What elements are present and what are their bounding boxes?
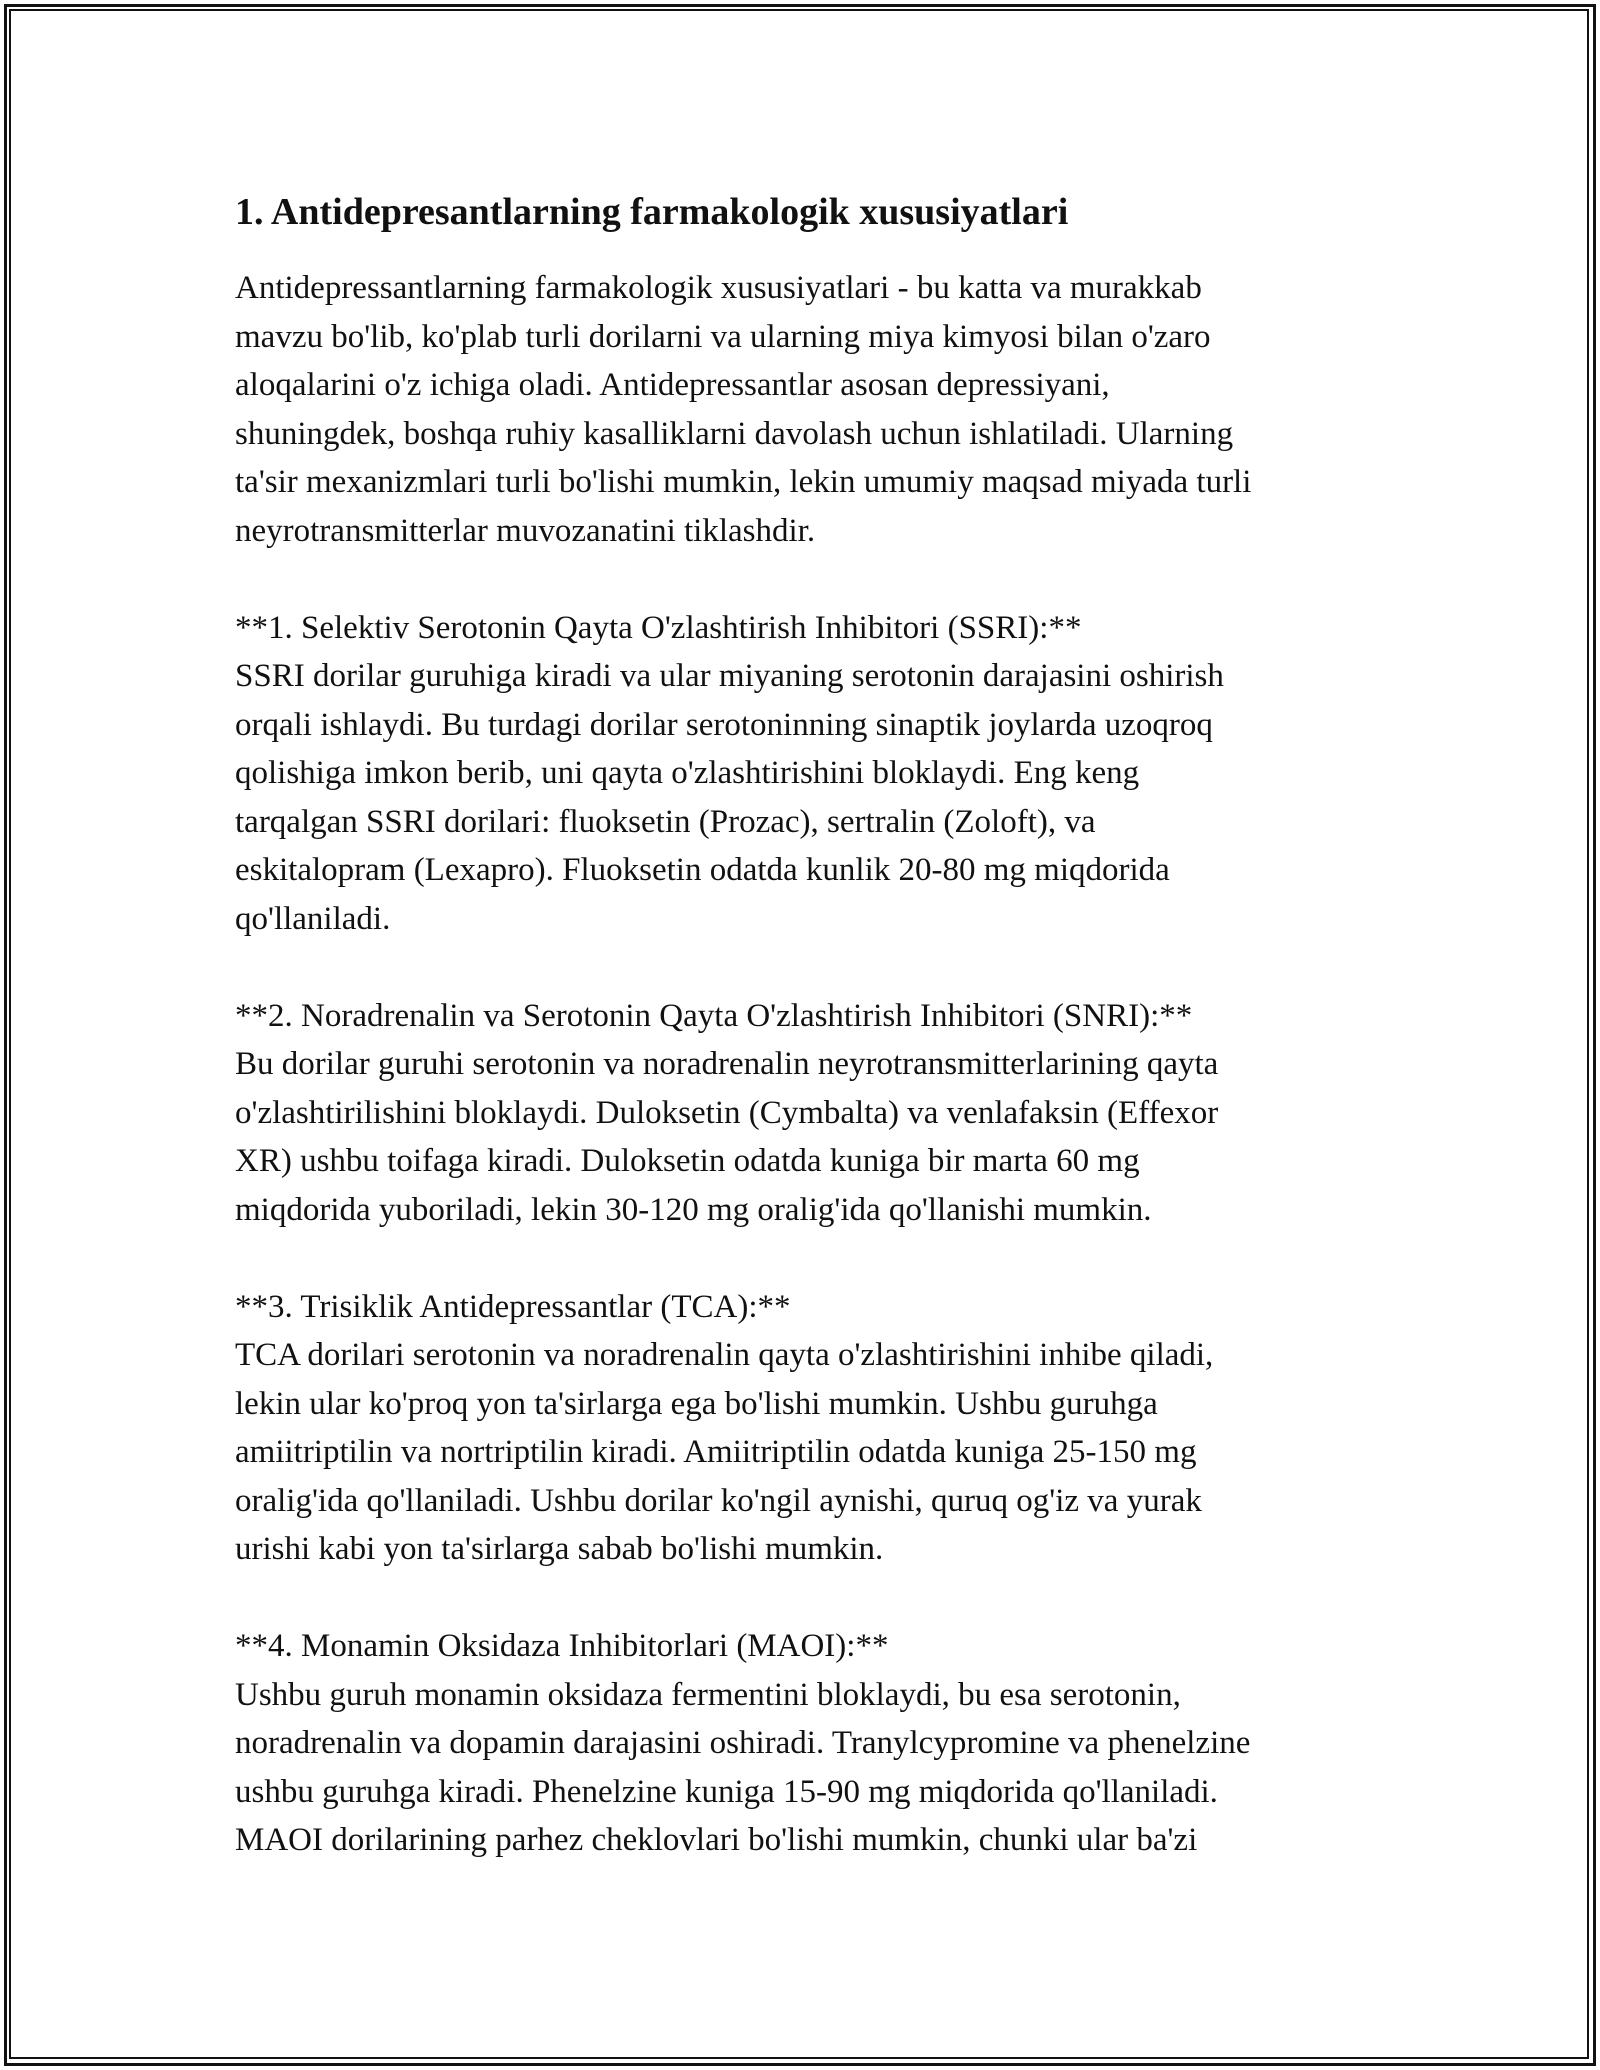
section-ssri: [235, 604, 1385, 944]
section-line: SSRI dorilar guruhiga kiradi va ular miyaning serotonin darajasini oshirish: [235, 658, 1224, 694]
section-line: urishi kabi yon ta'sirlarga sabab bo'lishi mumkin.: [235, 1531, 884, 1567]
section-line: Bu dorilar guruhi serotonin va noradrenalin neyrotransmitterlarining qayta: [235, 1046, 1219, 1082]
section-heading: **1. Selektiv Serotonin Qayta O'zlashtirish Inhibitori (SSRI):**: [235, 609, 1082, 646]
section-line: lekin ular ko'proq yon ta'sirlarga ega bo'lishi mumkin. Ushbu guruhga: [235, 1385, 1158, 1422]
section-heading: **3. Trisiklik Antidepressantlar (TCA):**: [235, 1288, 791, 1325]
section-line: orqali ishlaydi. Bu turdagi dorilar serotoninning sinaptik joylarda uzoqroq: [235, 706, 1213, 743]
section-line: qo'llaniladi.: [235, 900, 391, 937]
paragraph-spacer: [235, 1234, 1385, 1283]
section-line: amiitriptilin va nortriptilin kiradi. Amiitriptilin odatda kuniga 25-150 mg: [235, 1434, 1197, 1470]
paragraph-spacer: [235, 943, 1385, 992]
section-maoi: [235, 1622, 1385, 1865]
section-line: MAOI dorilarining parhez cheklovlari bo'lishi mumkin, chunki ular ba'zi: [235, 1822, 1198, 1858]
section-line: ushbu guruhga kiradi. Phenelzine kuniga 15-90 mg miqdorida qo'llaniladi.: [235, 1773, 1218, 1810]
intro-paragraph: [235, 264, 1385, 555]
section-line: o'zlashtirilishini bloklaydi. Duloksetin (Cymbalta) va venlafaksin (Effexor: [235, 1094, 1219, 1131]
section-line: noradrenalin va dopamin darajasini oshiradi. Tranylcypromine va phenelzine: [235, 1725, 1251, 1761]
section-heading: **2. Noradrenalin va Serotonin Qayta O'zlashtirish Inhibitori (SNRI):**: [235, 997, 1193, 1034]
section-heading: **4. Monamin Oksidaza Inhibitorlari (MAOI):**: [235, 1628, 889, 1664]
section-tca: [235, 1283, 1385, 1574]
section-line: oralig'ida qo'llaniladi. Ushbu dorilar ko'ngil aynishi, quruq og'iz va yurak: [235, 1482, 1202, 1519]
intro-line: mavzu bo'lib, ko'plab turli dorilarni va ularning miya kimyosi bilan o'zaro: [235, 318, 1211, 355]
section-line: TCA dorilari serotonin va noradrenalin qayta o'zlashtirishini inhibe qiladi,: [235, 1337, 1214, 1373]
intro-line: Antidepressantlarning farmakologik xususiyatlari - bu katta va murakkab: [235, 270, 1202, 306]
intro-line: ta'sir mexanizmlari turli bo'lishi mumkin, lekin umumiy maqsad miyada turli: [235, 464, 1252, 500]
intro-line: aloqalarini o'z ichiga oladi. Antidepressantlar asosan depressiyani,: [235, 367, 1110, 403]
paragraph-spacer: [235, 555, 1385, 604]
document-body: [235, 186, 1385, 1865]
section-line: eskitalopram (Lexapro). Fluoksetin odatda kunlik 20-80 mg miqdorida: [235, 852, 1170, 888]
section-line: tarqalgan SSRI dorilari: fluoksetin (Prozac), sertralin (Zoloft), va: [235, 803, 1096, 840]
section-line: Ushbu guruh monamin oksidaza fermentini bloklaydi, bu esa serotonin,: [235, 1676, 1181, 1713]
section-line: qolishiga imkon berib, uni qayta o'zlashtirishini bloklaydi. Eng keng: [235, 755, 1140, 791]
intro-line: neyrotransmitterlar muvozanatini tiklashdir.: [235, 512, 816, 549]
section-line: XR) ushbu toifaga kiradi. Duloksetin odatda kuniga bir marta 60 mg: [235, 1143, 1140, 1179]
paragraph-spacer: [235, 1574, 1385, 1623]
section-snri: [235, 992, 1385, 1235]
document-title: 1. Antidepresantlarning farmakologik xususiyatlari: [235, 191, 1069, 233]
intro-line: shuningdek, boshqa ruhiy kasalliklarni davolash uchun ishlatiladi. Ularning: [235, 415, 1234, 452]
section-line: miqdorida yuboriladi, lekin 30-120 mg oralig'ida qo'llanishi mumkin.: [235, 1191, 1152, 1228]
